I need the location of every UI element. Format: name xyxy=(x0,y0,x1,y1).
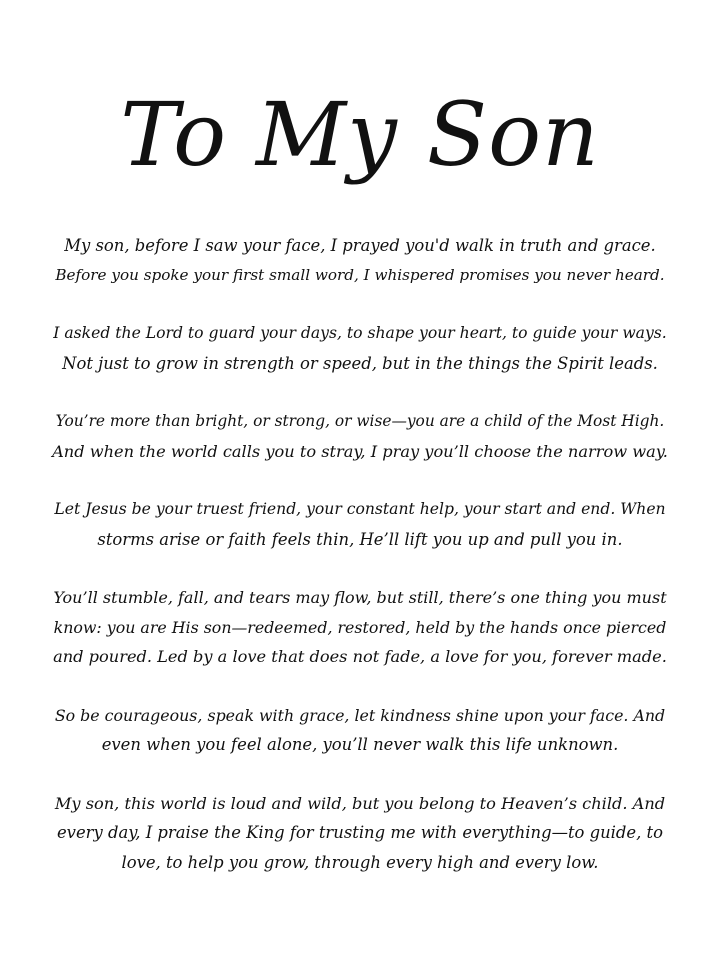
poem-line: My son, before I saw your face, I prayed you'd walk in truth and grace. xyxy=(64,236,656,255)
stanza xyxy=(52,701,668,760)
poem-line: Not just to grow in strength or speed, but in the things the Spirit leads. xyxy=(62,353,658,373)
stanza xyxy=(52,319,668,378)
poem-line: Let Jesus be your truest friend, your constant help, your start and end. When xyxy=(54,500,666,518)
poem-body xyxy=(52,231,668,906)
poem-line: storms arise or faith feels thin, He’ll lift you up and pull you in. xyxy=(97,529,623,549)
poem-line: Before you spoke your first small word, I whispered promises you never heard. xyxy=(55,265,665,284)
stanza xyxy=(52,583,668,672)
poem-line: I asked the Lord to guard your days, to shape your heart, to guide your ways. xyxy=(53,324,667,342)
stanza xyxy=(52,495,668,554)
poem-line: every day, I praise the King for trusting me with everything—to guide, to xyxy=(56,823,663,842)
poem-line: love, to help you grow, through every high and every low. xyxy=(121,852,599,872)
poem-line: My son, this world is loud and wild, but you belong to Heaven’s child. And xyxy=(54,793,666,813)
poem-line: You’re more than bright, or strong, or wise—you are a child of the Most High. xyxy=(55,412,665,430)
poem-line: So be courageous, speak with grace, let kindness shine upon your face. And xyxy=(54,705,666,725)
poem-line: even when you feel alone, you’ll never walk this life unknown. xyxy=(101,735,619,754)
poem-line: know: you are His son—redeemed, restored, held by the hands once pierced xyxy=(53,617,667,637)
stanza xyxy=(52,789,668,878)
poem-line: You’ll stumble, fall, and tears may flow, but still, there’s one thing you must xyxy=(53,588,667,607)
stanza xyxy=(52,407,668,466)
poem-title: To My Son xyxy=(120,83,600,186)
poem-line: And when the world calls you to stray, I pray you’ll choose the narrow way. xyxy=(52,441,668,461)
poem-line: and poured. Led by a love that does not fade, a love for you, forever made. xyxy=(53,647,667,666)
stanza xyxy=(52,231,668,290)
